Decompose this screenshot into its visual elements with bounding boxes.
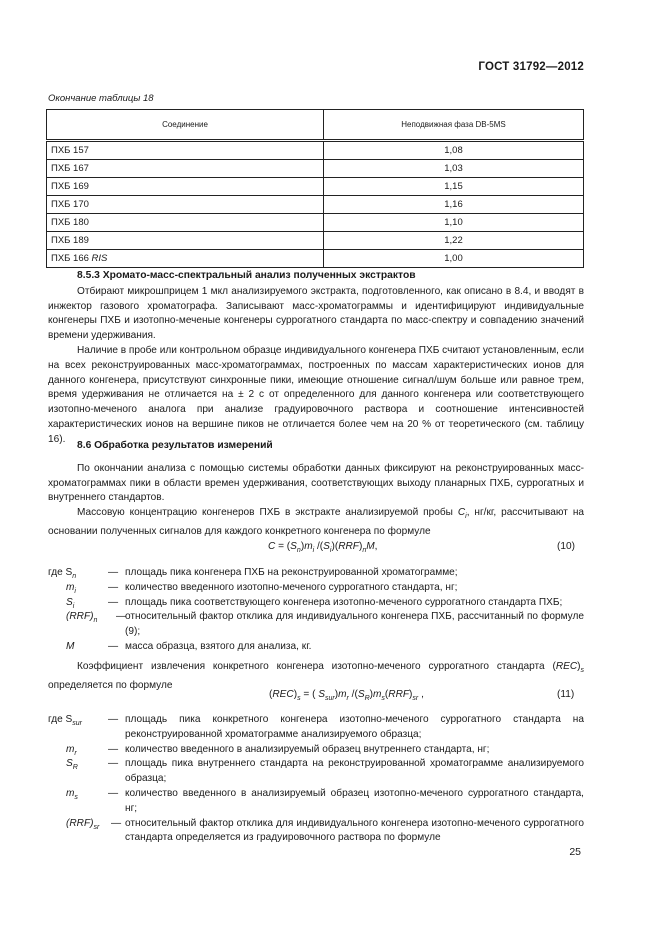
legend-item: M — масса образца, взятого для анализа, кг. — [66, 640, 312, 652]
formula-11: $(REC)_s$ = ( $S_{sur})m_r$ $/(S_R)m_s(RRF)_{sr}$ , — [269, 689, 424, 703]
paragraph: Отбирают микрошприцем 1 мкл анализируемого экстракта, подготовленного, как описано в 8.4, и вводят в инжектор газового хроматографа. Записывают масс-хроматограммы и идентифицируют индивидуальные конгенеры ПХБ и изотопно-меченые конгенеры суррогатного стандарта по масс-спектру и совпадению значений времени удерживания. — [48, 285, 584, 342]
table-row — [47, 250, 584, 268]
compound-cell: ПХБ 189 — [47, 232, 324, 250]
value-cell: 1,22 — [324, 232, 584, 250]
table-row — [47, 178, 584, 196]
section-heading: 8.5.3 Хромато-масс-спектральный анализ полученных экстрактов — [77, 270, 416, 281]
compound-cell: ПХБ 166 RIS — [47, 250, 324, 268]
legend-item: $(RRF)_n$ — относительный фактор отклика для индивидуального конгенера ПХБ, рассчитанный по формуле (9); — [66, 611, 584, 638]
table-row — [47, 141, 584, 160]
compound-cell: ПХБ 169 — [47, 178, 324, 196]
formula-10: $C = (S_n)m_i$ $/(S_i)(RRF)_nM$, — [268, 541, 378, 555]
page-number: 25 — [569, 846, 581, 858]
legend-item: $m_i$ — количество введенного изотопно-меченого суррогатного стандарта, нг; — [66, 581, 458, 595]
paragraph: По окончании анализа с помощью системы обработки данных фиксируют на реконструированных масс-хроматограммах пики в области времен удерживания, соответствующих выходу планарных ПХБ, суррогатных и внутреннего стандартов. — [48, 462, 584, 504]
table-row — [47, 214, 584, 232]
legend-item: $m_r$ — количество введенного в анализируемый образец внутреннего стандарта, нг; — [66, 743, 490, 757]
legend-item: где $S_n$ — площадь пика конгенера ПХБ на реконструированной хроматограмме; — [48, 567, 458, 581]
compound-cell: ПХБ 167 — [47, 160, 324, 178]
column-header-phase: Неподвижная фаза DB-5MS — [324, 110, 584, 141]
column-header-compound: Соединение — [47, 110, 324, 141]
section-heading: 8.6 Обработка результатов измерений — [77, 440, 273, 451]
paragraph: Массовую концентрацию конгенеров ПХБ в экстракте анализируемой пробы $C_i$, нг/кг, рассчитывают на основании полученных сигналов для каждого конкретного конгенера по формуле — [48, 507, 585, 537]
formula-number: (11) — [557, 689, 575, 700]
value-cell: 1,10 — [324, 214, 584, 232]
legend-10 — [48, 566, 584, 655]
value-cell: 1,15 — [324, 178, 584, 196]
table-row — [47, 232, 584, 250]
value-cell: 1,08 — [324, 141, 584, 160]
table-caption: Окончание таблицы 18 — [48, 93, 154, 104]
legend-item: $m_s$ — количество введенного в анализируемый образец изотопно-меченого суррогатного стандарта, нг; — [66, 787, 584, 814]
value-cell: 1,00 — [324, 250, 584, 268]
compound-cell: ПХБ 180 — [47, 214, 324, 232]
section-8-5-3 — [48, 269, 584, 448]
legend-item: $S_R$ — площадь пика внутреннего стандарта на реконструированной хроматограмме анализируемого образца; — [66, 758, 584, 785]
table-18 — [46, 109, 584, 268]
recovery-paragraph: Коэффициент извлечения конкретного конгенера изотопно-меченого суррогатного стандарта $(REC)_s$ определяется по формуле — [48, 661, 584, 691]
legend-11 — [48, 713, 584, 846]
table-row — [47, 196, 584, 214]
legend-item: $(RRF)_{sr}$ — относительный фактор отклика для индивидуального конгенера изотопно-меченого суррогатного стандарта определяется из градуировочного раствора по формуле — [66, 817, 584, 844]
compound-cell: ПХБ 157 — [47, 141, 324, 160]
table-row — [47, 160, 584, 178]
compound-cell: ПХБ 170 — [47, 196, 324, 214]
paragraph: Наличие в пробе или контрольном образце индивидуального конгенера ПХБ считают установленным, если на всех реконструированных масс-хроматограммах, построенных по массам характеристических ионов для данного конгенера, присутствуют синхронные пики, имеющие отношение сигнал/шум больше или равное трем, время удерживания не отличается на ± 2 с от определенного для данного конгенера или соответствующего изотопно-меченого аналога при анализе градуировочного раствора и соотношение интенсивностей характеристических ионов на вершине пиков не отличается более чем на 20 % от теоретического (см. таблицу 16). — [48, 344, 584, 445]
value-cell: 1,03 — [324, 160, 584, 178]
section-8-6 — [48, 439, 584, 540]
legend-item: $S_i$ — площадь пика соответствующего конгенера изотопно-меченого суррогатного стандарта ПХБ; — [66, 596, 563, 610]
standard-number: ГОСТ 31792—2012 — [478, 61, 584, 73]
formula-number: (10) — [557, 541, 575, 552]
value-cell: 1,16 — [324, 196, 584, 214]
legend-item: где $S_{sur}$ — площадь пика конкретного конгенера изотопно-меченого суррогатного стандарта на реконструированной хроматограмме анализируемого образца; — [48, 714, 584, 740]
